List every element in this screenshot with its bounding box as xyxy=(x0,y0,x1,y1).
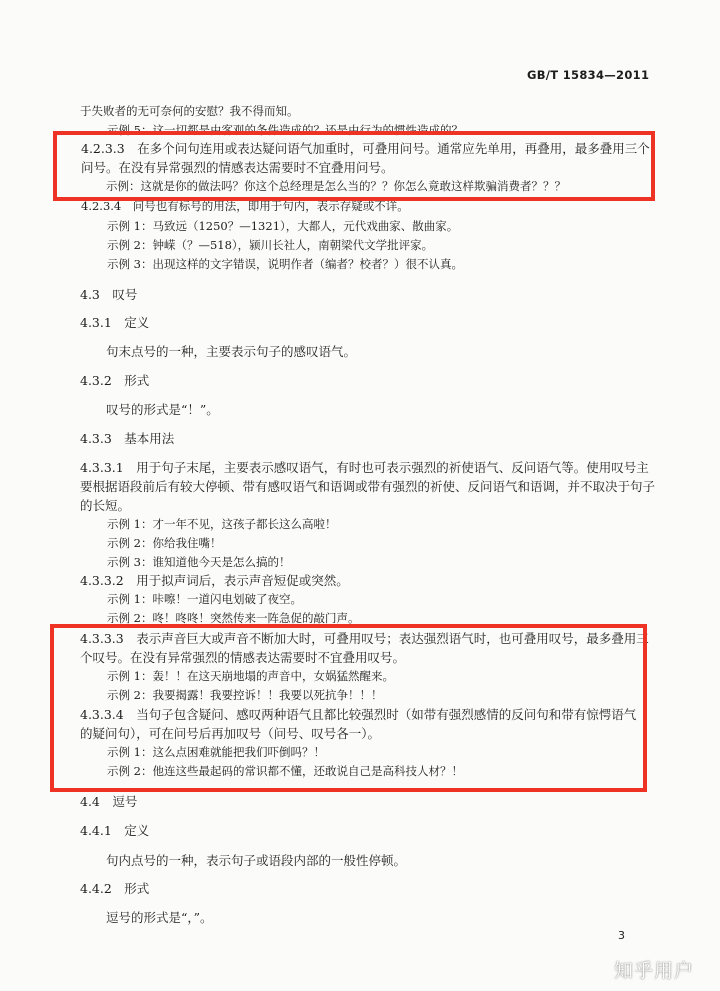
example-line: 示例 1：才一年不见，这孩子都长这么高啦！ xyxy=(107,517,337,531)
subsection-heading: 4.3.3 基本用法 xyxy=(80,431,175,446)
body-line: 句末点号的一种，主要表示句子的感叹语气。 xyxy=(106,344,357,359)
body-line: 问号。在没有异常强烈的情感表达需要时不宜叠用问号。 xyxy=(81,160,394,175)
example-line: 示例 1：这么点困难就能把我们吓倒吗？！ xyxy=(107,745,325,759)
body-line: 句内点号的一种，表示句子或语段内部的一般性停顿。 xyxy=(106,853,407,868)
body-line: 要根据语段前后有较大停顿、带有感叹语气和语调或带有强烈的祈使、反问语气和语调，并不取决于句子 xyxy=(80,479,656,494)
subsection-heading: 4.4.2 形式 xyxy=(80,881,150,896)
highlight-box-exclamation-marks xyxy=(50,624,647,792)
body-line: 个叹号。在没有异常强烈的情感表达需要时不宜叠用叹号。 xyxy=(80,650,406,665)
example-line: 示例 3：谁知道他今天是怎么搞的！ xyxy=(107,555,291,569)
example-line: 示例 2：我要揭露！我要控诉！！我要以死抗争！！！ xyxy=(107,688,383,702)
body-line: 逗号的形式是“，”。 xyxy=(106,910,213,925)
body-line: 的长短。 xyxy=(80,498,131,513)
page-number: 3 xyxy=(618,929,625,942)
watermark: 知乎用户 xyxy=(614,960,695,982)
example-line: 示例 2：你给我住嘴！ xyxy=(107,536,222,550)
body-line: 的疑问句），可在问号后再加叹号（问号、叹号各一）。 xyxy=(80,726,381,741)
example-line: 示例 1：马致远（1250？—1321），大都人，元代戏曲家、散曲家。 xyxy=(107,219,459,233)
body-line: 于失败者的无可奈何的安慰？我不得而知。 xyxy=(80,104,299,118)
example-line: 示例 2：咚！咚咚！突然传来一阵急促的敲门声。 xyxy=(107,611,360,625)
subsection-heading: 4.4.1 定义 xyxy=(80,823,150,838)
clause-4-3-3-2: 4.3.3.2 用于拟声词后，表示声音短促或突然。 xyxy=(80,573,349,588)
clause-4-2-3-4: 4.2.3.4 问号也有标号的用法，即用于句内，表示存疑或不详。 xyxy=(81,199,409,213)
clause-4-3-3-3: 4.3.3.3 表示声音巨大或声音不断加大时，可叠用叹号；表达强烈语气时，也可叠用叹号，最多叠用三 xyxy=(80,631,649,646)
example-line: 示例 3：出现这样的文字错误，说明作者（编者？校者？）很不认真。 xyxy=(107,257,463,271)
standard-number: GB/T 15834—2011 xyxy=(527,68,650,82)
subsection-heading: 4.3.1 定义 xyxy=(80,315,150,330)
example-line: 示例 2：他连这些最起码的常识都不懂，还敢说自己是高科技人材？！ xyxy=(107,764,463,778)
section-heading-4-3: 4.3 叹号 xyxy=(80,287,138,302)
clause-4-2-3-3: 4.2.3.3 在多个问句连用或表达疑问语气加重时，可叠用问号。通常应先单用，再叠用，最多叠用三个 xyxy=(81,141,650,156)
example-line: 示例 5：这一切都是由客观的条件造成的？还是由行为的惯性造成的？ xyxy=(107,123,463,137)
section-heading-4-4: 4.4 逗号 xyxy=(80,794,138,809)
example-line: 示例 1：咔嚓！一道闪电划破了夜空。 xyxy=(107,592,302,606)
highlight-box-question-marks xyxy=(53,131,655,201)
subsection-heading: 4.3.2 形式 xyxy=(80,373,150,388)
clause-4-3-3-4: 4.3.3.4 当句子包含疑问、感叹两种语气且都比较强烈时（如带有强烈感情的反问句和带有惊愕语气 xyxy=(80,707,637,722)
example-line: 示例 1：轰！！在这天崩地塌的声音中，女娲猛然醒来。 xyxy=(107,669,394,683)
clause-4-3-3-1: 4.3.3.1 用于句子末尾，主要表示感叹语气，有时也可表示强烈的祈使语气、反问语气等。使用叹号主 xyxy=(80,460,649,475)
example-line: 示例 2：钟嵘（？—518），颍川长社人，南朝梁代文学批评家。 xyxy=(107,238,434,252)
example-line: 示例：这就是你的做法吗？你这个总经理是怎么当的？？你怎么竟敢这样欺骗消费者？？？ xyxy=(106,179,566,193)
body-line: 叹号的形式是“！”。 xyxy=(106,402,219,417)
